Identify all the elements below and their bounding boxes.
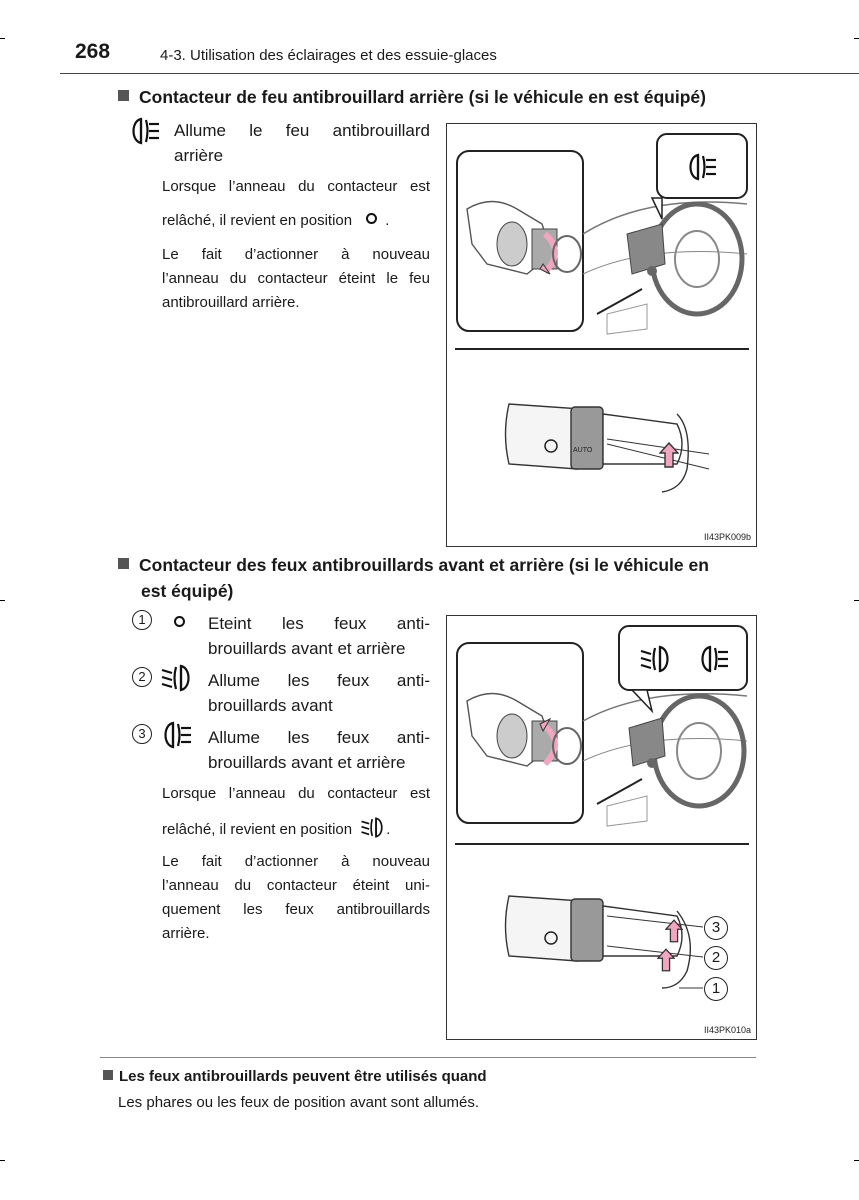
item-2-line2: brouillards avant — [208, 696, 333, 715]
header-rule — [60, 73, 859, 74]
section2-note2-line4: arrière. — [162, 925, 210, 942]
chapter-title: 4-3. Utilisation des éclairages et des essuie-glaces — [160, 47, 497, 64]
figure-rear-fog-switch — [446, 123, 757, 547]
page-number: 268 — [75, 40, 111, 63]
figure-illustration — [447, 124, 756, 546]
item-3-line1: Allume les feux anti- — [208, 728, 430, 747]
footer-note-heading: Les feux antibrouillards peuvent être utilisés quand — [103, 1068, 487, 1085]
callout-label-3: 3 — [704, 916, 728, 940]
svg-text:AUTO: AUTO — [573, 447, 593, 454]
item-1-line1: Eteint les feux anti- — [208, 614, 430, 633]
section2-note2-line3: quement les feux antibrouillards — [162, 901, 430, 918]
rear-fog-light-icon — [128, 116, 162, 146]
section2-note1-line2: relâché, il revient en position . — [162, 816, 430, 842]
footer-note-text: Les phares ou les feux de position avant sont allumés. — [118, 1094, 480, 1111]
off-circle-icon — [174, 616, 185, 627]
section1-note2-line2: l’anneau du contacteur éteint le feu — [162, 270, 430, 287]
section1-note2-line1: Le fait d’actionner à nouveau — [162, 246, 430, 263]
front-fog-light-icon — [160, 663, 194, 693]
off-circle-icon — [366, 213, 377, 224]
section1-note2-line3: antibrouillard arrière. — [162, 294, 300, 311]
crop-mark — [0, 600, 5, 601]
section2-note2-line1: Le fait d’actionner à nouveau — [162, 853, 430, 870]
crop-mark — [854, 1160, 859, 1161]
callout-label-2: 2 — [704, 946, 728, 970]
section2-note2-line2: l’anneau du contacteur éteint uni- — [162, 877, 430, 894]
front-fog-light-icon — [360, 816, 386, 839]
section1-note1-line2: relâché, il revient en position . — [162, 212, 390, 229]
section2-heading: Contacteur des feux antibrouillards avant et arrière (si le véhicule en — [118, 552, 768, 578]
section1-desc-line1: Allume le feu antibrouillard — [174, 121, 430, 140]
section1-heading: Contacteur de feu antibrouillard arrière (si le véhicule en est équipé) — [118, 84, 758, 110]
section2-note1-line1: Lorsque l’anneau du contacteur est — [162, 785, 430, 802]
item-3-line2: brouillards avant et arrière — [208, 753, 406, 772]
square-bullet-icon — [118, 558, 129, 569]
section2-heading-line2: est équipé) — [141, 581, 234, 601]
crop-mark — [854, 38, 859, 39]
figure-code: II43PK009b — [703, 532, 751, 542]
item-number: 2 — [132, 667, 152, 687]
crop-mark — [0, 38, 5, 39]
figure-illustration — [447, 616, 756, 1039]
rear-fog-light-icon — [160, 720, 194, 750]
square-bullet-icon — [103, 1070, 113, 1080]
item-number: 3 — [132, 724, 152, 744]
item-number: 1 — [132, 610, 152, 630]
crop-mark — [854, 600, 859, 601]
callout-label-1: 1 — [704, 977, 728, 1001]
section1-note1-line1: Lorsque l’anneau du contacteur est — [162, 178, 430, 195]
section1-desc-line2: arrière — [174, 146, 224, 165]
crop-mark — [0, 1160, 5, 1161]
item-1-line2: brouillards avant et arrière — [208, 639, 406, 658]
figure-front-rear-fog-switch — [446, 615, 757, 1040]
square-bullet-icon — [118, 90, 129, 101]
footer-rule — [100, 1057, 756, 1058]
item-2-line1: Allume les feux anti- — [208, 671, 430, 690]
figure-code: II43PK010a — [703, 1025, 751, 1035]
